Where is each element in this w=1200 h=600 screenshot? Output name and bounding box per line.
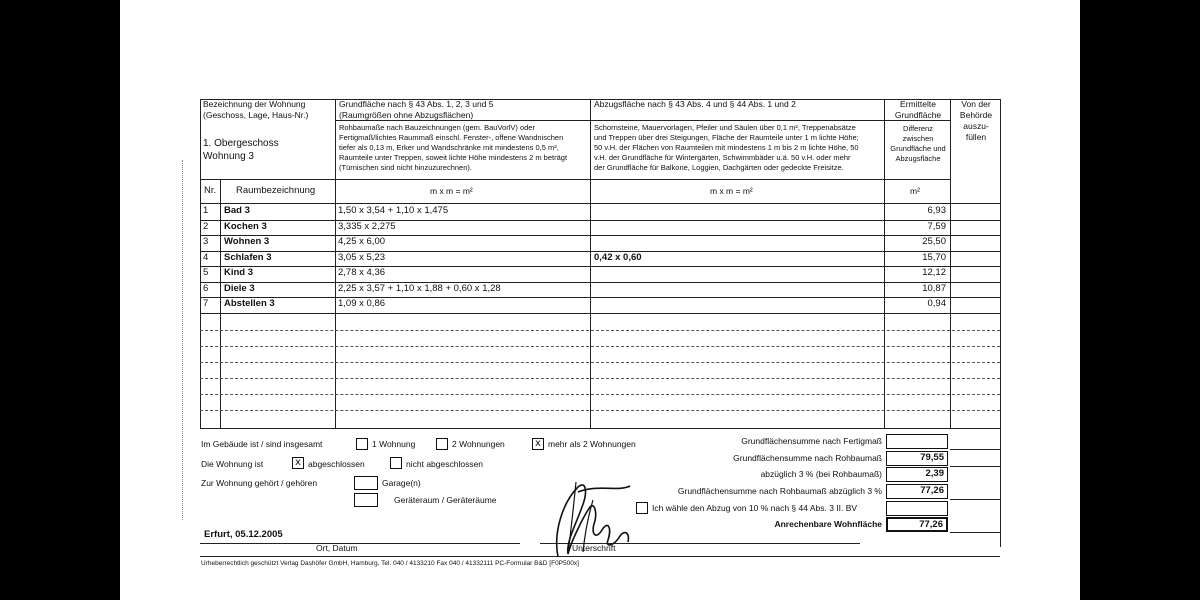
empty-row-line xyxy=(200,362,1000,363)
header-line-3 xyxy=(200,203,1000,204)
unit-header: m² xyxy=(910,186,920,196)
room-area: 25,50 xyxy=(922,236,946,247)
nr-header: Nr. xyxy=(204,185,217,196)
room-calc: 1,09 x 0,86 xyxy=(338,298,386,309)
room-abzug: 0,42 x 0,60 xyxy=(594,251,642,263)
abzug3-label: abzüglich 3 % (bei Rohbaumaß) xyxy=(760,469,882,479)
col-abzug-title: Abzugsfläche nach § 43 Abs. 4 und § 44 Abs. 1 und 2 xyxy=(594,99,796,109)
room-calc: 1,50 x 3,54 + 1,10 x 1,475 xyxy=(338,205,449,216)
col-sep-nr xyxy=(220,179,221,429)
ermittelt-note-2: zwischen xyxy=(902,134,934,143)
table-row-line xyxy=(200,297,1000,298)
abzug3-field[interactable]: 2,39 xyxy=(886,467,948,482)
handwritten-signature xyxy=(538,462,658,562)
frame-left-line xyxy=(200,99,201,429)
document-page xyxy=(120,0,1080,600)
ort-datum-value: Erfurt, 05.12.2005 xyxy=(204,529,283,540)
room-calc: 2,25 x 3,57 + 1,10 x 1,88 + 0,60 x 1,28 xyxy=(338,282,501,294)
nicht-abgeschlossen-label: nicht abgeschlossen xyxy=(406,459,484,469)
footer-divider xyxy=(200,556,1000,557)
ort-datum-line xyxy=(200,543,520,544)
formula-header-abzug: m x m = m² xyxy=(710,186,753,196)
empty-row-line xyxy=(200,410,1000,411)
empty-row-line xyxy=(200,378,1000,379)
room-area: 7,59 xyxy=(927,220,946,232)
room-area: 12,12 xyxy=(922,267,946,278)
col-sep-4 xyxy=(950,99,951,429)
grund-note-2: Fertigmaß/lichtes Raummaß einschl. Fenster-, offene Wandnischen xyxy=(339,133,564,142)
col-behoerde-3: auszu- xyxy=(963,121,989,131)
room-nr: 4 xyxy=(203,251,209,263)
abzug-note-3: 50 v.H. der Flächen von Raumteilen mit mindestens 1 m bis 2 m lichte Höhe, 50 xyxy=(594,143,859,152)
room-nr: 2 xyxy=(203,220,209,232)
room-area: 6,93 xyxy=(927,205,946,216)
col-behoerde-2: Behörde xyxy=(959,110,993,120)
sum-rohbau-label: Grundflächensumme nach Rohbaumaß xyxy=(733,453,882,463)
room-area: 10,87 xyxy=(922,282,946,294)
room-calc: 3,335 x 2,275 xyxy=(338,220,396,232)
opt-mehr-label: mehr als 2 Wohnungen xyxy=(548,439,636,449)
sum-fertig-field[interactable] xyxy=(886,434,948,449)
table-bottom-line xyxy=(200,428,1000,429)
garage-label: Garage(n) xyxy=(382,478,421,488)
geraeteraum-label: Geräteraum / Geräteräume xyxy=(394,495,497,505)
ermittelt-note-3: Grundfläche und xyxy=(890,144,946,153)
unterschrift-label: Unterschrift xyxy=(572,543,616,553)
grund-note-5: (Türnischen sind nicht hinzuzurechnen). xyxy=(339,163,472,172)
sum-rohbau-field[interactable]: 79,55 xyxy=(886,451,948,466)
col-sep-raum xyxy=(335,179,336,429)
checkbox-abgeschlossen[interactable]: x xyxy=(292,457,304,469)
room-name: Wohnen 3 xyxy=(224,236,270,247)
col-grund-sub: (Raumgrößen ohne Abzugsflächen) xyxy=(339,110,474,120)
room-nr: 6 xyxy=(203,282,209,294)
col-wohnung-title: Bezeichnung der Wohnung xyxy=(203,99,306,109)
wohnung-floor: 1. Obergeschoss xyxy=(203,138,279,149)
table-row-line xyxy=(200,266,1000,267)
ermittelt-note-4: Abzugsfläche xyxy=(895,154,941,163)
col-sep-1 xyxy=(335,99,336,179)
abzug-note-2: und Treppen über drei Steigungen, Fläche der Raumteile unter 1 m lichte Höhe; xyxy=(594,133,859,142)
empty-row-line xyxy=(200,346,1000,347)
room-name: Abstellen 3 xyxy=(224,298,275,309)
grund-note-1: Rohbaumaße nach Bauzeichnungen (gem. BauVorlV) oder xyxy=(339,123,535,132)
side-line xyxy=(950,466,1000,467)
sum-minus3-field[interactable]: 77,26 xyxy=(886,484,948,499)
room-name: Diele 3 xyxy=(224,282,255,294)
empty-row-line xyxy=(200,330,1000,331)
geraeteraum-count-field[interactable] xyxy=(354,493,378,507)
room-name: Kind 3 xyxy=(224,267,254,278)
wohnung-name: Wohnung 3 xyxy=(203,151,254,162)
checkbox-1-wohnung[interactable] xyxy=(356,438,368,450)
anrechenbar-field[interactable]: 77,26 xyxy=(886,517,948,532)
abzug-note-4: v.H. der Grundfläche für Wintergärten, Schwimmbäder u.ä. 50 v.H. oder mehr xyxy=(594,153,851,162)
frame-right-line xyxy=(1000,99,1001,547)
col-behoerde-4: füllen xyxy=(965,132,987,142)
col-ermittelt-1: Ermittelte xyxy=(900,99,936,109)
ermittelt-note-1: Differenz xyxy=(903,124,933,133)
gehoert-label: Zur Wohnung gehört / gehören xyxy=(201,478,318,488)
side-line xyxy=(950,499,1000,500)
gebaeude-label: Im Gebäude ist / sind insgesamt xyxy=(201,439,323,449)
scan-edge-mark xyxy=(182,160,184,520)
room-name: Schlafen 3 xyxy=(224,251,272,263)
side-line xyxy=(950,449,1000,450)
col-sep-3 xyxy=(884,99,885,429)
col-sep-2 xyxy=(590,99,591,429)
empty-row-line xyxy=(200,394,1000,395)
table-row-line xyxy=(200,313,1000,314)
header-line-2 xyxy=(200,179,950,180)
room-nr: 1 xyxy=(203,205,209,216)
formula-header-grund: m x m = m² xyxy=(430,186,473,196)
sum-fertig-label: Grundflächensumme nach Fertigmaß xyxy=(741,436,882,446)
anrechenbar-label: Anrechenbare Wohnfläche xyxy=(774,519,882,529)
col-wohnung-sub: (Geschoss, Lage, Haus-Nr.) xyxy=(203,110,309,120)
table-row-line xyxy=(200,282,1000,283)
table-row-line xyxy=(200,220,1000,221)
garage-count-field[interactable] xyxy=(354,476,378,490)
checkbox-2-wohnungen[interactable] xyxy=(436,438,448,450)
abzug-note-1: Schornsteine, Mauervorlagen, Pfeiler und Säulen über 0,1 m², Treppenabsätze xyxy=(594,123,856,132)
opt-2-wohnungen-label: 2 Wohnungen xyxy=(452,439,505,449)
room-name: Bad 3 xyxy=(224,205,250,216)
room-area: 15,70 xyxy=(922,251,946,263)
grund-note-4: Raumteile unter Treppen, soweit lichte Höhe mindestens 2 m beträgt xyxy=(339,153,568,162)
room-name: Kochen 3 xyxy=(224,220,267,232)
room-nr: 7 xyxy=(203,298,209,309)
wahl-field[interactable] xyxy=(886,501,948,516)
table-row-line xyxy=(200,235,1000,236)
opt-1-wohnung-label: 1 Wohnung xyxy=(372,439,416,449)
room-calc: 4,25 x 6,00 xyxy=(338,236,386,247)
side-line xyxy=(950,532,1000,533)
ort-datum-label: Ort, Datum xyxy=(316,543,358,553)
wahl-label: Ich wähle den Abzug von 10 % nach § 44 Abs. 3 II. BV xyxy=(652,503,858,513)
grund-note-3: tiefer als 0,13 m, Erker und Wandschränke mit mindestens 0,5 m², xyxy=(339,143,559,152)
wohnung-ist-label: Die Wohnung ist xyxy=(201,459,264,469)
col-ermittelt-2: Grundfläche xyxy=(894,110,942,120)
sum-minus3-label: Grundflächensumme nach Rohbaumaß abzüglich 3 % xyxy=(677,486,882,496)
col-grund-title: Grundfläche nach § 43 Abs. 1, 2, 3 und 5 xyxy=(339,99,494,109)
abgeschlossen-label: abgeschlossen xyxy=(308,459,365,469)
col-behoerde-1: Von der xyxy=(961,99,991,109)
copyright-note: Urheberrechtlich geschützt Verlag Dashöfer GmbH, Hamburg, Tel. 040 / 4133210 Fax 040 / 41332111 PC-Formular B&D [F0P500x] xyxy=(201,560,579,567)
checkbox-nicht-abgeschlossen[interactable] xyxy=(390,457,402,469)
raum-header: Raumbezeichnung xyxy=(236,185,316,196)
room-nr: 3 xyxy=(203,236,209,247)
room-calc: 2,78 x 4,36 xyxy=(338,267,386,278)
room-area: 0,94 xyxy=(927,298,946,309)
checkbox-mehr-wohnungen[interactable]: x xyxy=(532,438,544,450)
room-calc: 3,05 x 5,23 xyxy=(338,251,386,263)
room-nr: 5 xyxy=(203,267,209,278)
abzug-note-5: der Grundfläche für Balkone, Loggien, Dachgärten oder gedeckte Freisitze. xyxy=(594,163,844,172)
